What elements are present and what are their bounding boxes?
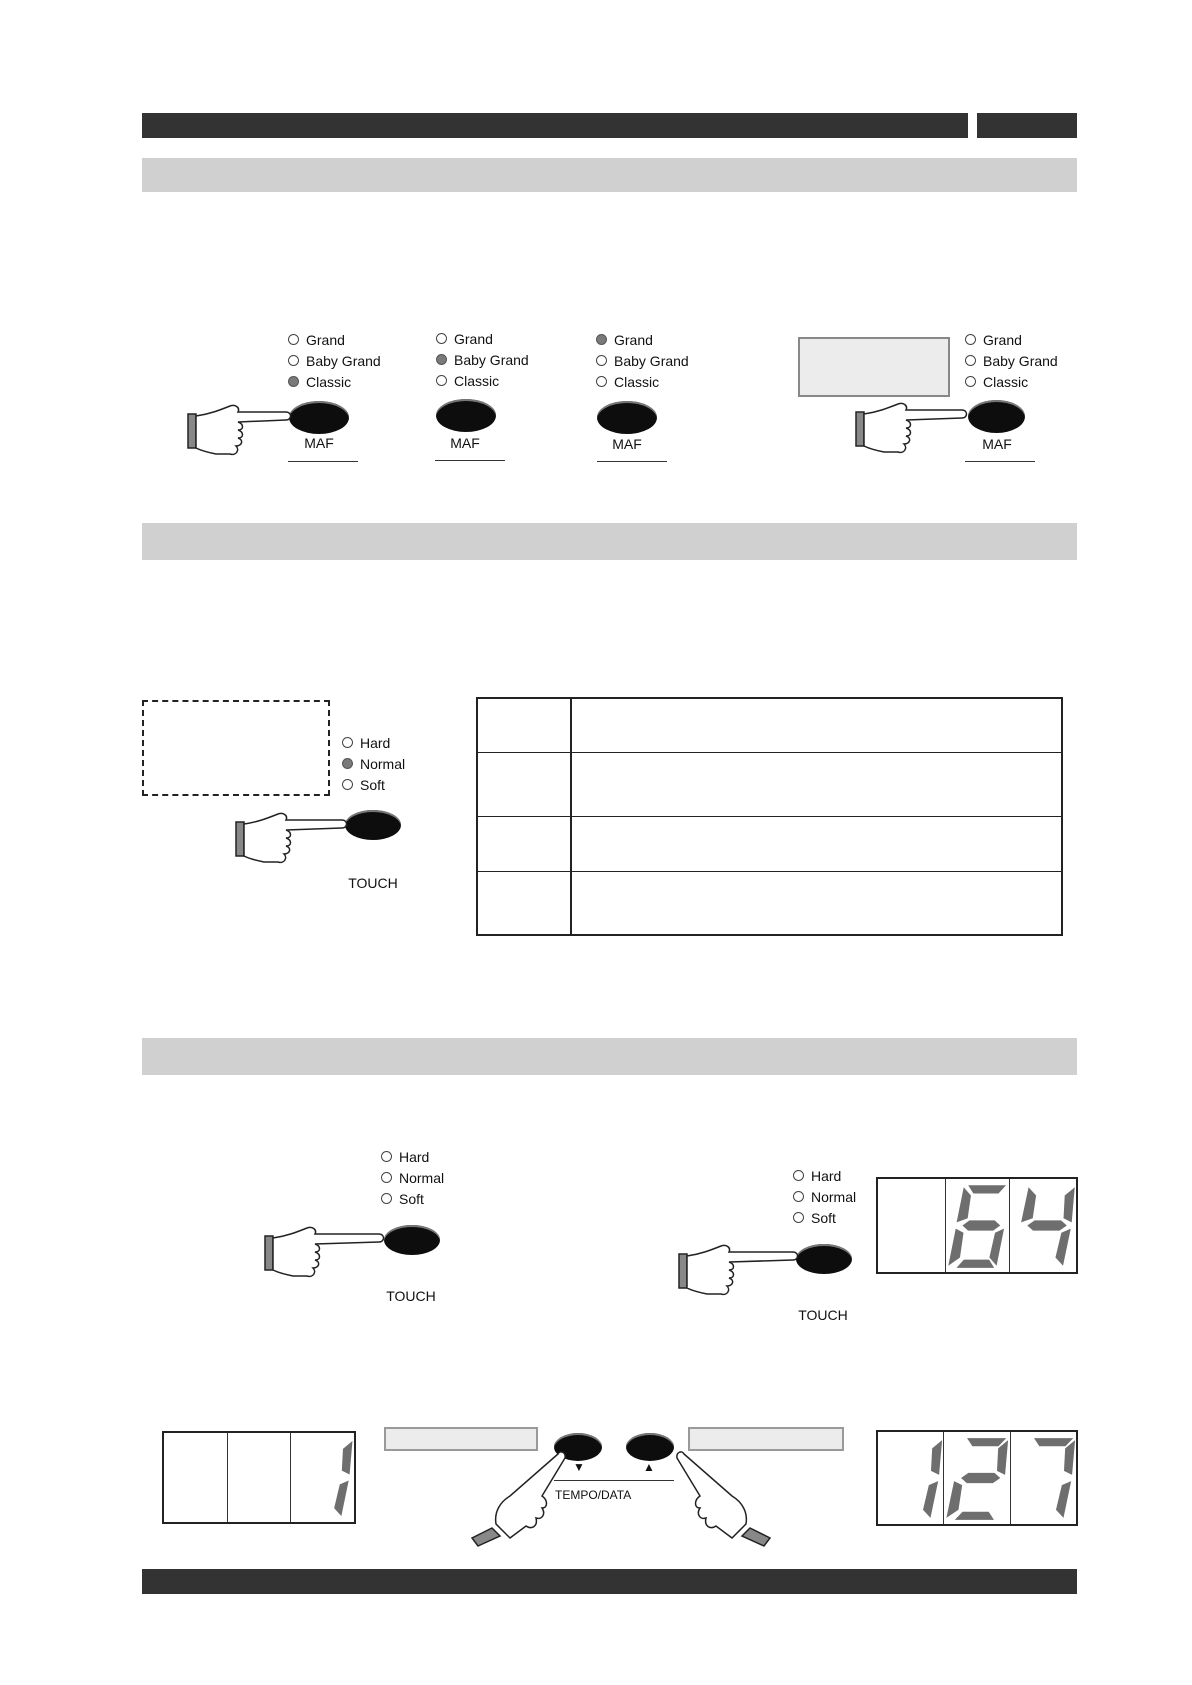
segment-g	[1026, 1220, 1067, 1230]
maf-underline	[597, 461, 667, 462]
led-icon	[596, 355, 607, 366]
led-icon	[793, 1191, 804, 1202]
segment-c	[1054, 1481, 1070, 1518]
tempo-data-underline	[554, 1480, 674, 1481]
led-icon	[596, 376, 607, 387]
touch-button-label: TOUCH	[348, 875, 398, 891]
maf-button-label: MAF	[612, 436, 642, 452]
seven-segment-digit	[878, 1432, 943, 1524]
segment-g	[961, 1473, 1002, 1483]
maf-button[interactable]	[597, 401, 657, 434]
digit-cell	[878, 1179, 946, 1272]
seven-segment-digit	[1010, 1179, 1076, 1272]
table-row	[478, 753, 1061, 817]
maf-underline	[288, 461, 358, 462]
touch-led-list	[342, 734, 405, 793]
digit-cell	[228, 1433, 292, 1522]
maf-led-grand: Grand	[436, 330, 529, 347]
pointing-hand-icon	[672, 1448, 772, 1548]
section-bar-touch	[142, 523, 1077, 560]
led-icon	[965, 334, 976, 345]
segment-a	[966, 1438, 1006, 1446]
maf-led-baby-grand: Baby Grand	[288, 352, 381, 369]
seven-segment-digit	[291, 1433, 354, 1522]
digit-cell	[944, 1432, 1010, 1524]
led-icon	[965, 376, 976, 387]
led-lit-icon	[288, 376, 299, 387]
led-icon	[381, 1151, 392, 1162]
segment-c	[988, 1229, 1004, 1266]
touch-button[interactable]	[796, 1244, 852, 1274]
pointing-hand-icon	[673, 1240, 799, 1302]
led-icon	[342, 737, 353, 748]
maf-led-baby-grand: Baby Grand	[596, 352, 689, 369]
segment-g	[962, 1220, 1001, 1230]
seven-segment-digit	[1011, 1432, 1076, 1524]
down-arrow-icon: ▼	[573, 1460, 585, 1474]
segment-b	[1061, 1187, 1076, 1222]
maf-button[interactable]	[436, 399, 496, 432]
segment-b	[928, 1440, 943, 1475]
seven-segment-digit	[946, 1179, 1009, 1272]
maf-led-baby-grand: Baby Grand	[965, 352, 1058, 369]
pointing-hand-icon	[470, 1448, 570, 1548]
segment-c	[333, 1480, 349, 1516]
touch-led-normal: Normal	[793, 1188, 856, 1205]
segment-d	[955, 1512, 995, 1520]
seven-segment-digit	[944, 1432, 1009, 1524]
led-icon	[436, 333, 447, 344]
led-icon	[288, 334, 299, 345]
segment-e	[948, 1229, 964, 1266]
led-lit-icon	[342, 758, 353, 769]
touch-led-normal: Normal	[342, 755, 405, 772]
touch-led-soft: Soft	[342, 776, 405, 793]
tempo-data-label: TEMPO/DATA	[555, 1488, 632, 1502]
led-icon	[965, 355, 976, 366]
led-display-min	[162, 1431, 356, 1524]
segment-d	[956, 1260, 995, 1268]
digit-cell	[1010, 1179, 1076, 1272]
maf-display-box	[798, 337, 950, 397]
led-icon	[793, 1212, 804, 1223]
segment-a	[1032, 1438, 1072, 1446]
touch-led-hard: Hard	[342, 734, 405, 751]
maf-led-grand: Grand	[288, 331, 381, 348]
led-display-max	[876, 1430, 1078, 1526]
maf-led-classic: Classic	[288, 373, 381, 390]
maf-led-list-1	[288, 331, 381, 390]
touch-dashed-box	[142, 700, 330, 796]
section-bar-maf	[142, 158, 1077, 192]
led-display-current	[876, 1177, 1078, 1274]
table-row	[478, 699, 1061, 753]
led-icon	[288, 355, 299, 366]
led-icon	[342, 779, 353, 790]
segment-f	[957, 1187, 973, 1222]
section-bar-touch-adjust	[142, 1038, 1077, 1075]
pointing-hand-icon	[850, 398, 968, 460]
maf-button-label: MAF	[450, 435, 480, 451]
touch-table	[476, 697, 1063, 936]
maf-led-baby-grand: Baby Grand	[436, 351, 529, 368]
digit-cell	[878, 1432, 944, 1524]
maf-underline	[435, 460, 505, 461]
digit-cell	[946, 1179, 1010, 1272]
maf-button-label: MAF	[304, 435, 334, 451]
touch-led-hard: Hard	[381, 1148, 444, 1165]
maf-led-classic: Classic	[436, 372, 529, 389]
table-row	[478, 872, 1061, 934]
table-row	[478, 817, 1061, 872]
touch-button-label: TOUCH	[386, 1288, 436, 1304]
maf-button[interactable]	[289, 401, 349, 434]
maf-underline	[965, 461, 1035, 462]
segment-f	[1021, 1187, 1037, 1222]
maf-led-classic: Classic	[596, 373, 689, 390]
maf-button-label: MAF	[982, 436, 1012, 452]
touch-button[interactable]	[384, 1225, 440, 1255]
data-up-button[interactable]	[626, 1433, 674, 1461]
led-lit-icon	[596, 334, 607, 345]
maf-led-grand: Grand	[965, 331, 1058, 348]
segment-e	[947, 1481, 963, 1518]
segment-b	[339, 1441, 354, 1475]
maf-led-list-2	[436, 330, 529, 389]
touch-led-hard: Hard	[793, 1167, 856, 1184]
pointing-hand-icon	[259, 1222, 385, 1284]
touch-button-label: TOUCH	[798, 1307, 848, 1323]
segment-a	[967, 1185, 1006, 1193]
digit-cell	[1011, 1432, 1076, 1524]
touch-button[interactable]	[345, 810, 401, 840]
maf-led-list-3	[596, 331, 689, 390]
led-icon	[381, 1193, 392, 1204]
footer-bar	[142, 1569, 1077, 1594]
header-page-tab	[977, 113, 1077, 138]
led-icon	[436, 375, 447, 386]
pointing-hand-icon	[182, 400, 292, 462]
up-arrow-icon: ▲	[643, 1460, 655, 1474]
led-icon	[793, 1170, 804, 1181]
led-lit-icon	[436, 354, 447, 365]
maf-led-classic: Classic	[965, 373, 1058, 390]
maf-led-grand: Grand	[596, 331, 689, 348]
led-icon	[381, 1172, 392, 1183]
header-bar	[142, 113, 968, 138]
maf-led-list-4	[965, 331, 1058, 390]
pointing-hand-icon	[230, 808, 348, 870]
segment-c	[1054, 1229, 1071, 1266]
touch-led-soft: Soft	[381, 1190, 444, 1207]
digit-cell	[164, 1433, 228, 1522]
touch-led-soft: Soft	[793, 1209, 856, 1226]
segment-c	[922, 1481, 938, 1518]
maf-button[interactable]	[968, 400, 1025, 433]
touch-adjust-led-list-1	[381, 1148, 444, 1207]
digit-cell	[291, 1433, 354, 1522]
touch-adjust-led-list-2	[793, 1167, 856, 1226]
touch-led-normal: Normal	[381, 1169, 444, 1186]
